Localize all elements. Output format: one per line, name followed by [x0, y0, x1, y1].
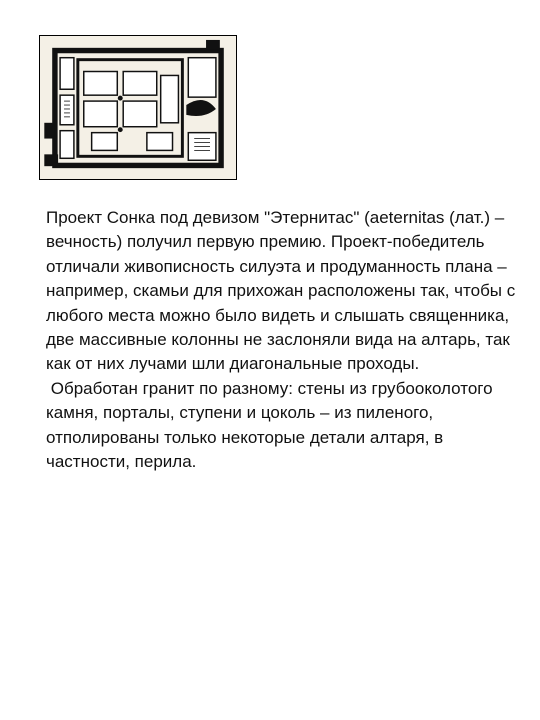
church-floor-plan-icon [40, 36, 236, 179]
body-text [46, 206, 516, 474]
paragraph-2: Обработан гранит по разному: стены из грубооколотого камня, порталы, ступени и цоколь – из пиленого, отполированы только некоторые детали алтаря, в частности, перила. [46, 378, 498, 472]
floor-plan-image [39, 35, 237, 180]
paragraph-1: Проект Сонка под девизом "Этернитас" (aeternitas (лат.) – вечность) получил первую премию. Проект-победитель отличали живописность силуэта и продуманность плана – например, скамьи для прихожан расположены так, чтобы с любого места можно было видеть и слышать священника, две массивные колонны не заслоняли вида на алтарь, так как от них лучами шли диагональные проходы. [46, 208, 516, 374]
